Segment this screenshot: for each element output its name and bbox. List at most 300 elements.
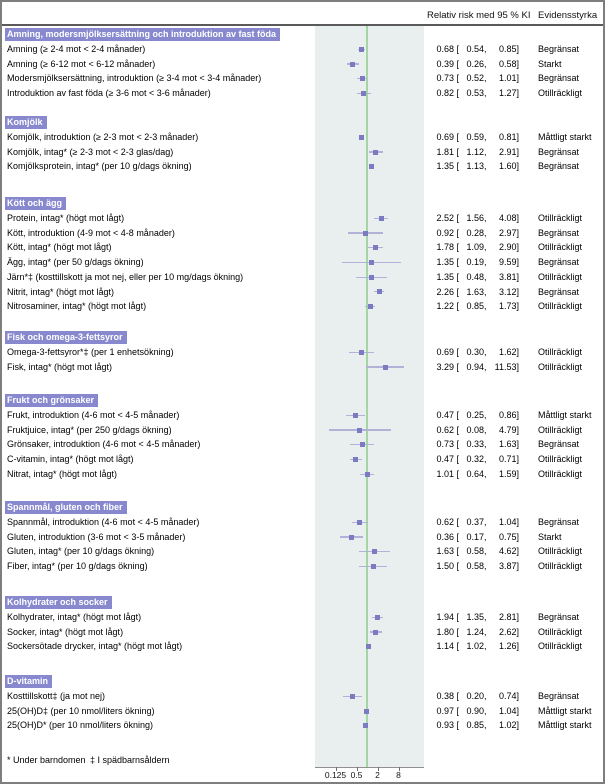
evidence-label: Starkt [538, 531, 562, 542]
separator: , [484, 468, 487, 479]
bracket-open: [ [454, 88, 460, 99]
forest-row [2, 467, 605, 482]
ci-lower: 0.94 [466, 361, 485, 372]
forest-row [2, 610, 605, 625]
ci-lower: 0.33 [466, 439, 485, 450]
separator: , [484, 517, 487, 527]
evidence-label: Otillräckligt [538, 424, 583, 435]
rr-value: 1.50 [436, 561, 454, 572]
row-label: Kolhydrater, intag* (högt mot lågt) [7, 612, 142, 622]
bracket-close: ] [516, 546, 520, 557]
rr-value: 0.73 [436, 73, 454, 84]
ci-lower: 0.20 [466, 691, 485, 701]
forest-row [2, 437, 605, 452]
evidence-label: Begränsat [538, 73, 580, 84]
ci-upper: 0.58 [499, 58, 517, 69]
separator: , [484, 705, 487, 716]
ci-upper: 1.62 [499, 347, 517, 357]
rr-ci-text [433, 559, 519, 574]
bracket-open: [ [454, 546, 460, 557]
point-estimate-marker [360, 442, 365, 447]
rr-ci-text [433, 625, 519, 640]
evidence-label: Begränsat [538, 146, 580, 157]
separator: , [484, 242, 487, 253]
row-label: Fruktjuice, intag* (per 250 g/dags ökning) [7, 424, 172, 435]
ci-lower: 0.85 [466, 720, 485, 731]
rr-ci-text [433, 42, 519, 57]
row-label: Kosttillskott‡ (ja mot nej) [7, 691, 106, 701]
point-estimate-marker [373, 245, 378, 250]
rr-ci-text [433, 467, 519, 482]
bracket-close: ] [516, 424, 520, 435]
bracket-open: [ [454, 531, 460, 542]
bracket-close: ] [516, 227, 520, 238]
ci-upper: 1.73 [499, 301, 517, 312]
forest-row [2, 639, 605, 654]
separator: , [484, 720, 487, 731]
ci-lower: 0.26 [466, 58, 485, 69]
rr-ci-text [433, 689, 519, 704]
ci-lower: 0.64 [466, 468, 485, 479]
rr-ci-text [433, 211, 519, 226]
rr-value: 0.62 [436, 424, 454, 435]
separator: , [484, 691, 487, 701]
separator: , [484, 146, 487, 157]
bracket-open: [ [454, 561, 460, 572]
separator: , [484, 257, 487, 268]
bracket-open: [ [454, 626, 460, 637]
point-estimate-marker [361, 91, 366, 96]
row-label: Komjölk, introduktion (≥ 2-3 mot < 2-3 månader) [7, 132, 199, 142]
bracket-open: [ [454, 257, 460, 268]
ci-lower: 0.54 [466, 44, 485, 54]
point-estimate-marker [364, 709, 369, 714]
section-header: D-vitamin [5, 675, 52, 688]
bracket-close: ] [516, 468, 520, 479]
rr-ci-text [433, 639, 519, 654]
ci-upper: 1.26 [499, 641, 517, 652]
ci-lower: 0.58 [466, 546, 485, 557]
separator: , [484, 424, 487, 435]
row-label: Modersmjölksersättning, introduktion (≥ 3-4 mot < 3-4 månader) [7, 73, 262, 84]
forest-row [2, 159, 605, 174]
separator: , [484, 88, 487, 99]
forest-row [2, 718, 605, 733]
rr-value: 0.36 [436, 531, 454, 542]
bracket-open: [ [454, 286, 460, 297]
ci-lower: 0.90 [466, 705, 485, 716]
bracket-close: ] [516, 161, 520, 172]
rr-value: 1.78 [436, 242, 454, 253]
rr-value: 1.35 [436, 161, 454, 172]
forest-row [2, 360, 605, 375]
bracket-close: ] [516, 347, 520, 357]
section-header: Kött och ägg [5, 197, 66, 210]
rr-ci-text [433, 86, 519, 101]
bracket-close: ] [516, 286, 520, 297]
rr-value: 0.69 [436, 347, 454, 357]
bracket-close: ] [516, 531, 520, 542]
ci-lower: 0.37 [466, 517, 485, 527]
rr-ci-text [433, 515, 519, 530]
separator: , [484, 546, 487, 557]
evidence-label: Otillräckligt [538, 361, 583, 372]
rr-value: 1.22 [436, 301, 454, 312]
rr-value: 1.35 [436, 271, 454, 282]
ci-upper: 2.90 [499, 242, 517, 253]
evidence-label: Begränsat [538, 257, 580, 268]
row-label: Frukt, introduktion (4-6 mot < 4-5 månader) [7, 410, 180, 420]
separator: , [484, 347, 487, 357]
rr-ci-text [433, 130, 519, 145]
evidence-label: Otillräckligt [538, 626, 583, 637]
bracket-open: [ [454, 213, 460, 223]
ci-lower: 0.17 [466, 531, 485, 542]
forest-row [2, 270, 605, 285]
bracket-open: [ [454, 73, 460, 84]
bracket-open: [ [454, 424, 460, 435]
header-divider [2, 24, 603, 26]
bracket-open: [ [454, 301, 460, 312]
forest-row [2, 299, 605, 314]
row-label: Amning (≥ 2-4 mot < 2-4 månader) [7, 44, 146, 54]
ci-upper: 3.87 [499, 561, 517, 572]
section-header: Komjölk [5, 116, 47, 129]
forest-row [2, 559, 605, 574]
rr-ci-text [433, 610, 519, 625]
footnote-childhood: * Under barndomen [7, 755, 86, 765]
rr-value: 2.52 [436, 213, 454, 223]
axis-tick-label: 0.125 [324, 770, 347, 780]
ci-lower: 0.53 [466, 88, 485, 99]
ci-upper: 4.08 [499, 213, 517, 223]
separator: , [484, 301, 487, 312]
separator: , [484, 626, 487, 637]
separator: , [484, 161, 487, 172]
evidence-label: Otillräckligt [538, 301, 583, 312]
rr-value: 0.73 [436, 439, 454, 450]
row-label: C-vitamin, intag* (högt mot lågt) [7, 454, 134, 465]
bracket-open: [ [454, 44, 460, 54]
point-estimate-marker [369, 275, 374, 280]
rr-value: 2.26 [436, 286, 454, 297]
ci-upper: 1.01 [499, 73, 517, 84]
row-label: Kött, intag* (högt mot lågt) [7, 242, 112, 253]
evidence-label: Begränsat [538, 517, 580, 527]
separator: , [484, 454, 487, 465]
section-header: Kolhydrater och socker [5, 596, 112, 609]
row-label: Gluten, intag* (per 10 g/dags ökning) [7, 546, 155, 557]
rr-ci-text [433, 159, 519, 174]
rr-ci-text [433, 299, 519, 314]
evidence-label: Måttligt starkt [538, 410, 592, 420]
rr-ci-text [433, 270, 519, 285]
bracket-open: [ [454, 227, 460, 238]
point-estimate-marker [371, 564, 376, 569]
rr-value: 0.82 [436, 88, 454, 99]
bracket-open: [ [454, 146, 460, 157]
row-label: Nitrosaminer, intag* (högt mot lågt) [7, 301, 147, 312]
section-header: Fisk och omega-3-fettsyror [5, 331, 127, 344]
rr-value: 0.47 [436, 410, 454, 420]
rr-value: 1.63 [436, 546, 454, 557]
section-header: Frukt och grönsaker [5, 394, 98, 407]
bracket-open: [ [454, 271, 460, 282]
row-label: Ägg, intag* (per 50 g/dags ökning) [7, 257, 144, 268]
point-estimate-marker [357, 520, 362, 525]
ci-upper: 2.91 [499, 146, 517, 157]
point-estimate-marker [363, 231, 368, 236]
bracket-close: ] [516, 58, 520, 69]
rr-ci-text [433, 437, 519, 452]
separator: , [484, 439, 487, 450]
section-header: Amning, modersmjölksersättning och introduktion av fast föda [5, 28, 280, 41]
ci-lower: 1.24 [466, 626, 485, 637]
ci-lower: 0.32 [466, 454, 485, 465]
bracket-close: ] [516, 88, 520, 99]
evidence-label: Måttligt starkt [538, 705, 592, 716]
rr-value: 0.69 [436, 132, 454, 142]
ci-lower: 1.09 [466, 242, 485, 253]
forest-row [2, 285, 605, 300]
ci-lower: 0.28 [466, 227, 485, 238]
rr-value: 0.47 [436, 454, 454, 465]
ci-upper: 1.59 [499, 468, 517, 479]
ci-upper: 1.63 [499, 439, 517, 450]
rr-value: 0.68 [436, 44, 454, 54]
bracket-close: ] [516, 242, 520, 253]
point-estimate-marker [359, 47, 364, 52]
row-label: Amning (≥ 6-12 mot < 6-12 månader) [7, 58, 156, 69]
rr-value: 0.93 [436, 720, 454, 731]
evidence-label: Begränsat [538, 161, 580, 172]
bracket-open: [ [454, 58, 460, 69]
separator: , [484, 73, 487, 84]
point-estimate-marker [379, 216, 384, 221]
ci-upper: 4.62 [499, 546, 517, 557]
bracket-open: [ [454, 468, 460, 479]
evidence-label: Otillräckligt [538, 454, 583, 465]
evidence-label: Otillräckligt [538, 641, 583, 652]
evidence-label: Måttligt starkt [538, 720, 592, 731]
forest-row [2, 544, 605, 559]
bracket-close: ] [516, 561, 520, 572]
point-estimate-marker [363, 723, 368, 728]
forest-row [2, 57, 605, 72]
forest-row [2, 704, 605, 719]
rr-ci-text [433, 255, 519, 270]
evidence-label: Otillräckligt [538, 242, 583, 253]
separator: , [484, 44, 487, 54]
forest-row [2, 226, 605, 241]
ci-upper: 0.85 [499, 44, 517, 54]
ci-upper: 1.02 [499, 720, 517, 731]
ci-upper: 2.81 [499, 612, 517, 622]
forest-row [2, 515, 605, 530]
point-estimate-marker [350, 694, 355, 699]
row-label: Nitrit, intag* (högt mot lågt) [7, 286, 115, 297]
rr-value: 1.14 [436, 641, 454, 652]
point-estimate-marker [372, 549, 377, 554]
forest-row [2, 255, 605, 270]
bracket-close: ] [516, 44, 520, 54]
separator: , [484, 561, 487, 572]
bracket-open: [ [454, 720, 460, 731]
row-label: Järn*‡ (kosttillskott ja mot nej, eller per 10 mg/dags ökning) [7, 271, 244, 282]
bracket-close: ] [516, 213, 520, 223]
bracket-close: ] [516, 271, 520, 282]
bracket-open: [ [454, 410, 460, 420]
ci-upper: 0.74 [499, 691, 517, 701]
rr-value: 0.39 [436, 58, 454, 69]
axis-tick-label: 8 [396, 770, 401, 780]
bracket-close: ] [516, 612, 520, 622]
ci-lower: 0.25 [466, 410, 485, 420]
bracket-open: [ [454, 612, 460, 622]
evidence-label: Otillräckligt [538, 213, 583, 223]
rr-ci-text [433, 530, 519, 545]
ci-lower: 1.13 [466, 161, 485, 172]
ci-upper: 0.75 [499, 531, 517, 542]
rr-ci-text [433, 452, 519, 467]
bracket-open: [ [454, 242, 460, 253]
ci-upper: 2.97 [499, 227, 517, 238]
separator: , [484, 227, 487, 238]
separator: , [484, 531, 487, 542]
evidence-label: Begränsat [538, 286, 580, 297]
row-label: 25(OH)D‡ (per 10 nmol/liters ökning) [7, 705, 155, 716]
forest-row [2, 689, 605, 704]
forest-row [2, 211, 605, 226]
ci-upper: 11.53 [494, 361, 517, 372]
rr-value: 1.94 [436, 612, 454, 622]
forest-row [2, 240, 605, 255]
ci-lower: 1.56 [466, 213, 485, 223]
section-header: Spannmål, gluten och fiber [5, 501, 127, 514]
evidence-label: Otillräckligt [538, 561, 583, 572]
row-label: Komjölksprotein, intag* (per 10 g/dags ökning) [7, 161, 192, 172]
separator: , [484, 641, 487, 652]
ci-lower: 0.85 [466, 301, 485, 312]
point-estimate-marker [360, 76, 365, 81]
forest-row [2, 145, 605, 160]
rr-ci-text [433, 57, 519, 72]
evidence-label: Starkt [538, 58, 562, 69]
separator: , [484, 286, 487, 297]
axis-tick-label: 2 [375, 770, 380, 780]
rr-value: 1.80 [436, 626, 454, 637]
footnotes [2, 755, 312, 769]
row-label: Spannmål, introduktion (4-6 mot < 4-5 månader) [7, 517, 200, 527]
bracket-open: [ [454, 439, 460, 450]
ci-lower: 0.58 [466, 561, 485, 572]
point-estimate-marker [373, 150, 378, 155]
ci-lower: 0.59 [466, 132, 485, 142]
row-label: Introduktion av fast föda (≥ 3-6 mot < 3-6 månader) [7, 88, 211, 99]
row-label: 25(OH)D* (per 10 nmol/liters ökning) [7, 720, 154, 731]
separator: , [484, 132, 487, 142]
rr-ci-text [433, 285, 519, 300]
ci-upper: 1.04 [499, 705, 517, 716]
ci-lower: 1.12 [466, 146, 485, 157]
ci-lower: 0.48 [466, 271, 485, 282]
bracket-close: ] [516, 691, 520, 701]
point-estimate-marker [383, 365, 388, 370]
bracket-open: [ [454, 361, 460, 372]
rr-ci-text [433, 71, 519, 86]
row-label: Omega-3-fettsyror*‡ (per 1 enhetsökning) [7, 347, 174, 357]
column-header-evidence: Evidensstyrka [538, 10, 598, 21]
ci-upper: 1.27 [499, 88, 517, 99]
rr-value: 0.62 [436, 517, 454, 527]
forest-row [2, 345, 605, 360]
ci-lower: 0.30 [466, 347, 485, 357]
point-estimate-marker [350, 62, 355, 67]
ci-lower: 1.02 [466, 641, 485, 652]
bracket-open: [ [454, 132, 460, 142]
forest-row [2, 130, 605, 145]
point-estimate-marker [359, 350, 364, 355]
ci-upper: 2.62 [499, 626, 517, 637]
row-label: Komjölk, intag* (≥ 2-3 mot < 2-3 glas/dag) [7, 146, 174, 157]
ci-upper: 0.86 [499, 410, 517, 420]
point-estimate-marker [365, 472, 370, 477]
bracket-close: ] [516, 641, 520, 652]
bracket-close: ] [516, 361, 520, 372]
rr-ci-text [433, 226, 519, 241]
point-estimate-marker [359, 135, 364, 140]
bracket-close: ] [516, 146, 520, 157]
forest-row [2, 530, 605, 545]
ci-lower: 1.35 [466, 612, 485, 622]
row-label: Grönsaker, introduktion (4-6 mot < 4-5 månader) [7, 439, 201, 450]
bracket-open: [ [454, 517, 460, 527]
bracket-close: ] [516, 73, 520, 84]
bracket-close: ] [516, 626, 520, 637]
rr-ci-text [433, 408, 519, 423]
rr-ci-text [433, 145, 519, 160]
row-label: Kött, introduktion (4-9 mot < 4-8 månader) [7, 227, 175, 238]
row-label: Protein, intag* (högt mot lågt) [7, 213, 125, 223]
evidence-label: Otillräckligt [538, 88, 583, 99]
separator: , [484, 612, 487, 622]
bracket-close: ] [516, 132, 520, 142]
rr-value: 3.29 [436, 361, 454, 372]
separator: , [484, 58, 487, 69]
forest-row [2, 86, 605, 101]
ci-lower: 0.52 [466, 73, 485, 84]
forest-row [2, 42, 605, 57]
point-estimate-marker [373, 630, 378, 635]
evidence-label: Otillräckligt [538, 468, 583, 479]
ci-lower: 0.19 [466, 257, 485, 268]
axis-tick-label: 0.5 [350, 770, 363, 780]
point-estimate-marker [369, 164, 374, 169]
evidence-label: Begränsat [538, 612, 580, 622]
bracket-open: [ [454, 641, 460, 652]
evidence-label: Begränsat [538, 691, 580, 701]
row-label: Gluten, introduktion (3-6 mot < 3-5 månader) [7, 531, 186, 542]
point-estimate-marker [369, 260, 374, 265]
forest-row [2, 625, 605, 640]
separator: , [484, 361, 487, 372]
rr-value: 0.92 [436, 227, 454, 238]
point-estimate-marker [353, 413, 358, 418]
rr-ci-text [433, 360, 519, 375]
rr-ci-text [433, 423, 519, 438]
rr-value: 1.35 [436, 257, 454, 268]
ci-lower: 1.63 [466, 286, 485, 297]
